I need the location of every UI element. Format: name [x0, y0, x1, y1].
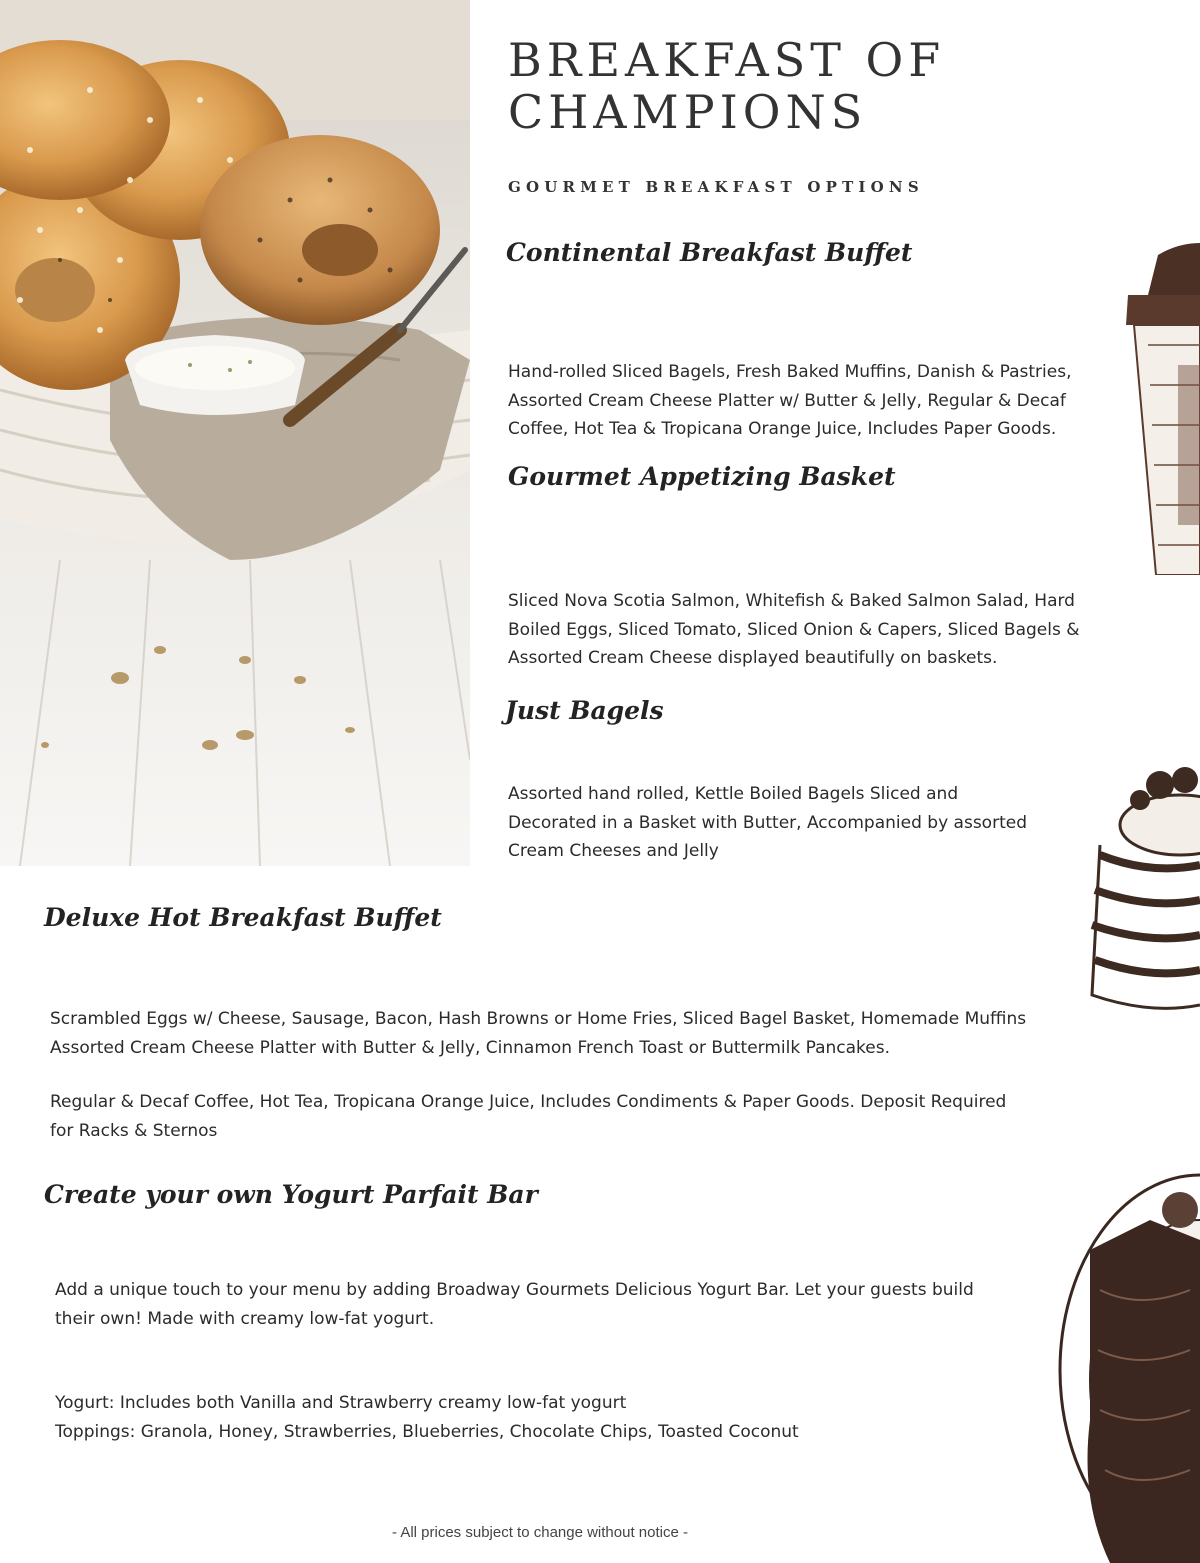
deluxe-hot-breakfast-heading: Deluxe Hot Breakfast Buffet	[44, 903, 442, 932]
description-line: Regular & Decaf Coffee, Hot Tea, Tropicana Orange Juice, Includes Condiments & Paper Goods. Deposit Required	[50, 1092, 1007, 1112]
description-line: Assorted hand rolled, Kettle Boiled Bagels Sliced and	[508, 784, 959, 804]
description-line: Scrambled Eggs w/ Cheese, Sausage, Bacon, Hash Browns or Home Fries, Sliced Bagel Basket, Homemade Muffins	[50, 1009, 1027, 1029]
yogurt-parfait-heading: Create your own Yogurt Parfait Bar	[44, 1180, 538, 1209]
title-line-2: CHAMPIONS	[508, 85, 868, 139]
bagel-basket-photo	[0, 0, 470, 866]
continental-breakfast-description	[508, 358, 1071, 444]
description-line: Coffee, Hot Tea & Tropicana Orange Juice, Includes Paper Goods.	[508, 419, 1057, 439]
description-line: Assorted Cream Cheese Platter with Butter & Jelly, Cinnamon French Toast or Buttermilk Pancakes.	[50, 1037, 890, 1058]
pancake-stack-sketch-icon	[1080, 765, 1200, 1015]
just-bagels-heading: Just Bagels	[505, 696, 664, 725]
page-title	[508, 34, 945, 138]
description-line: Add a unique touch to your menu by adding Broadway Gourmets Delicious Yogurt Bar. Let your guests build	[55, 1280, 974, 1300]
yogurt-parfait-intro	[55, 1276, 974, 1333]
continental-breakfast-heading: Continental Breakfast Buffet	[506, 238, 913, 267]
appetizing-basket-description	[508, 587, 1080, 673]
price-disclaimer: - All prices subject to change without notice -	[392, 1524, 688, 1541]
page-subtitle: GOURMET BREAKFAST OPTIONS	[508, 178, 924, 196]
description-line: their own! Made with creamy low-fat yogurt.	[55, 1308, 435, 1329]
just-bagels-description	[508, 780, 1027, 866]
description-line: Assorted Cream Cheese Platter w/ Butter & Jelly, Regular & Decaf	[508, 390, 1066, 411]
deluxe-hot-breakfast-beverages	[50, 1088, 1060, 1145]
coffee-cup-sketch-icon	[1118, 235, 1200, 575]
description-line: Toppings: Granola, Honey, Strawberries, Blueberries, Chocolate Chips, Toasted Coconut	[55, 1421, 799, 1442]
description-line: Cream Cheeses and Jelly	[508, 841, 719, 861]
description-line: Assorted Cream Cheese displayed beautifully on baskets.	[508, 648, 998, 668]
description-line: Yogurt: Includes both Vanilla and Strawberry creamy low-fat yogurt	[55, 1393, 627, 1413]
description-line: for Racks & Sternos	[50, 1120, 218, 1141]
food-plate-sketch-icon	[1050, 1170, 1200, 1563]
appetizing-basket-heading: Gourmet Appetizing Basket	[508, 462, 896, 491]
title-line-1: BREAKFAST OF	[508, 33, 946, 87]
description-line: Hand-rolled Sliced Bagels, Fresh Baked Muffins, Danish & Pastries,	[508, 362, 1072, 382]
deluxe-hot-breakfast-menu	[50, 1005, 1055, 1062]
description-line: Boiled Eggs, Sliced Tomato, Sliced Onion & Capers, Sliced Bagels &	[508, 619, 1080, 640]
description-line: Decorated in a Basket with Butter, Accompanied by assorted	[508, 812, 1027, 833]
description-line: Sliced Nova Scotia Salmon, Whitefish & Baked Salmon Salad, Hard	[508, 591, 1075, 611]
yogurt-parfait-details	[55, 1389, 799, 1446]
